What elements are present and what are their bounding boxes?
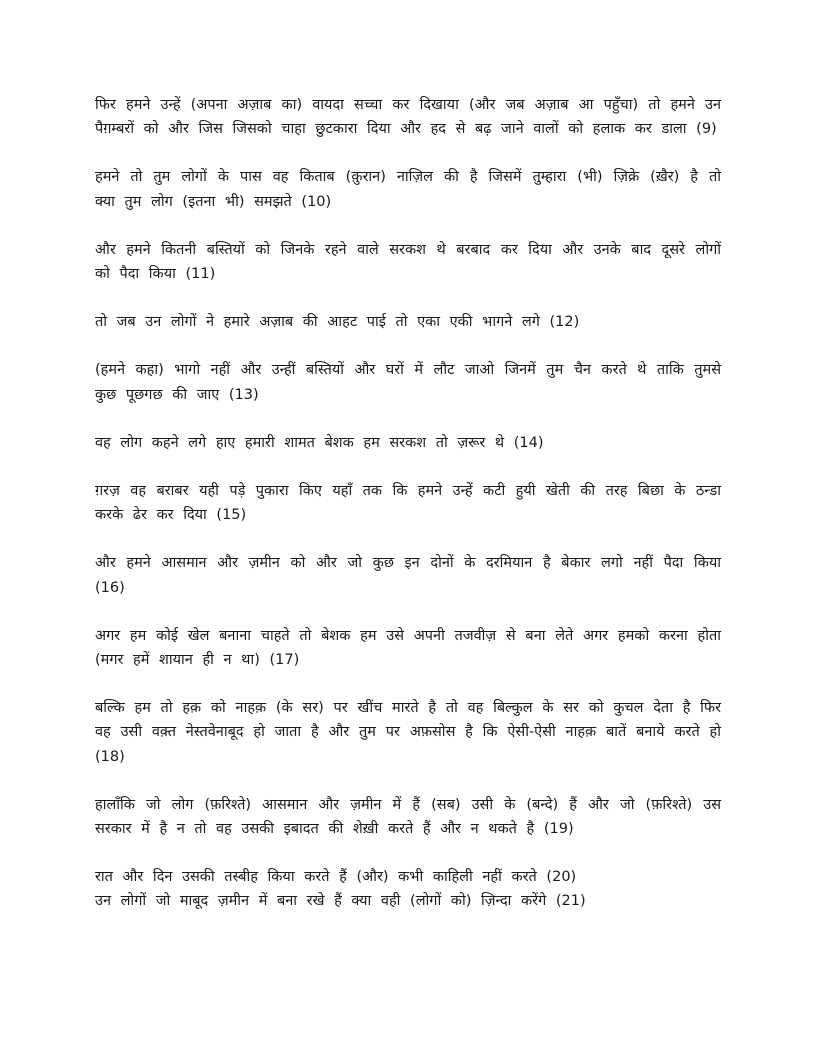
paragraph-gap [95, 407, 721, 431]
verse-20: रात और दिन उसकी तस्बीह किया करते हैं (और) कभी काहिली नहीं करते (20) [95, 869, 577, 886]
verse-13: (हमने कहा) भागो नहीं और उन्हीं बस्तियों और घरों में लौट जाओ जिनमें तुम चैन करते थे ताकि तुमसे कुछ पूछगछ की जाए (13) [95, 362, 721, 403]
paragraph-gap [95, 334, 721, 358]
paragraph-gap [95, 527, 721, 551]
paragraph-gap [95, 841, 721, 865]
document-page [95, 93, 721, 914]
verse-21: उन लोगों जो माबूद ज़मीन में बना रखे हैं क्या वही (लोगों को) ज़िन्दा करेंगे (21) [95, 893, 586, 910]
verse-12: तो जब उन लोगों ने हमारे अज़ाब की आहट पाई तो एका एकी भागने लगे (12) [95, 314, 580, 331]
paragraph-gap [95, 672, 721, 696]
paragraph-gap [95, 769, 721, 793]
verse-14: वह लोग कहने लगे हाए हमारी शामत बेशक हम सरकश तो ज़रूर थे (14) [95, 434, 544, 451]
paragraph-gap [95, 214, 721, 238]
verse-18: बल्कि हम तो हक़ को नाहक़ (के सर) पर खींच मारते है तो वह बिल्कुल के सर को कुचल देता है फिर वह उसी वक़्त नेस्तवेनाबूद हो जाता है और तुम पर अफ़सोस है कि ऐसी-ऐसी नाहक़ बातें बनाये करते हो (18) [95, 700, 721, 765]
verse-10: हमने तो तुम लोगों के पास वह किताब (क़ुरान) नाज़िल की है जिसमें तुम्हारा (भी) ज़िक्रे (ख़ैर) है तो क्या तुम लोग (इतना भी) समझते (10) [95, 169, 721, 210]
verse-15: ग़रज़ वह बराबर यही पड़े पुकारा किए यहाँ तक कि हमने उन्हें कटी हुयी खेती की तरह बिछा के ठन्डा करके ढेर कर दिया (15) [95, 483, 721, 524]
verse-17: अगर हम कोई खेल बनाना चाहते तो बेशक हम उसे अपनी तजवीज़ से बना लेते अगर हमको करना होता (मगर हमें शायान ही न था) (17) [95, 627, 721, 669]
verse-16: और हमने आसमान और ज़मीन को और जो कुछ इन दोनों के दरमियान है बेकार लगो नहीं पैदा किया (16) [95, 555, 721, 596]
verse-11: और हमने कितनी बस्तियों को जिनके रहने वाले सरकश थे बरबाद कर दिया और उनके बाद दूसरे लोगों को पैदा किया (11) [95, 241, 721, 283]
paragraph-gap [95, 141, 721, 165]
verse-19: हालाँकि जो लोग (फ़रिश्ते) आसमान और ज़मीन में हैं (सब) उसी के (बन्दे) हैं और जो (फ़रिश्ते) उस सरकार में है न तो वह उसकी इबादत की शेख़ी करते हैं और न थकते है (19) [95, 796, 721, 838]
verse-9: फिर हमने उन्हें (अपना अज़ाब का) वायदा सच्चा कर दिखाया (और जब अज़ाब आ पहुँचा) तो हमने उन पैग़म्बरों को और जिस जिसको चाहा छुटकारा दिया और हद से बढ़ जाने वालों को हलाक कर डाला (9) [95, 97, 721, 138]
paragraph-gap [95, 286, 721, 310]
paragraph-gap [95, 600, 721, 624]
paragraph-gap [95, 455, 721, 479]
